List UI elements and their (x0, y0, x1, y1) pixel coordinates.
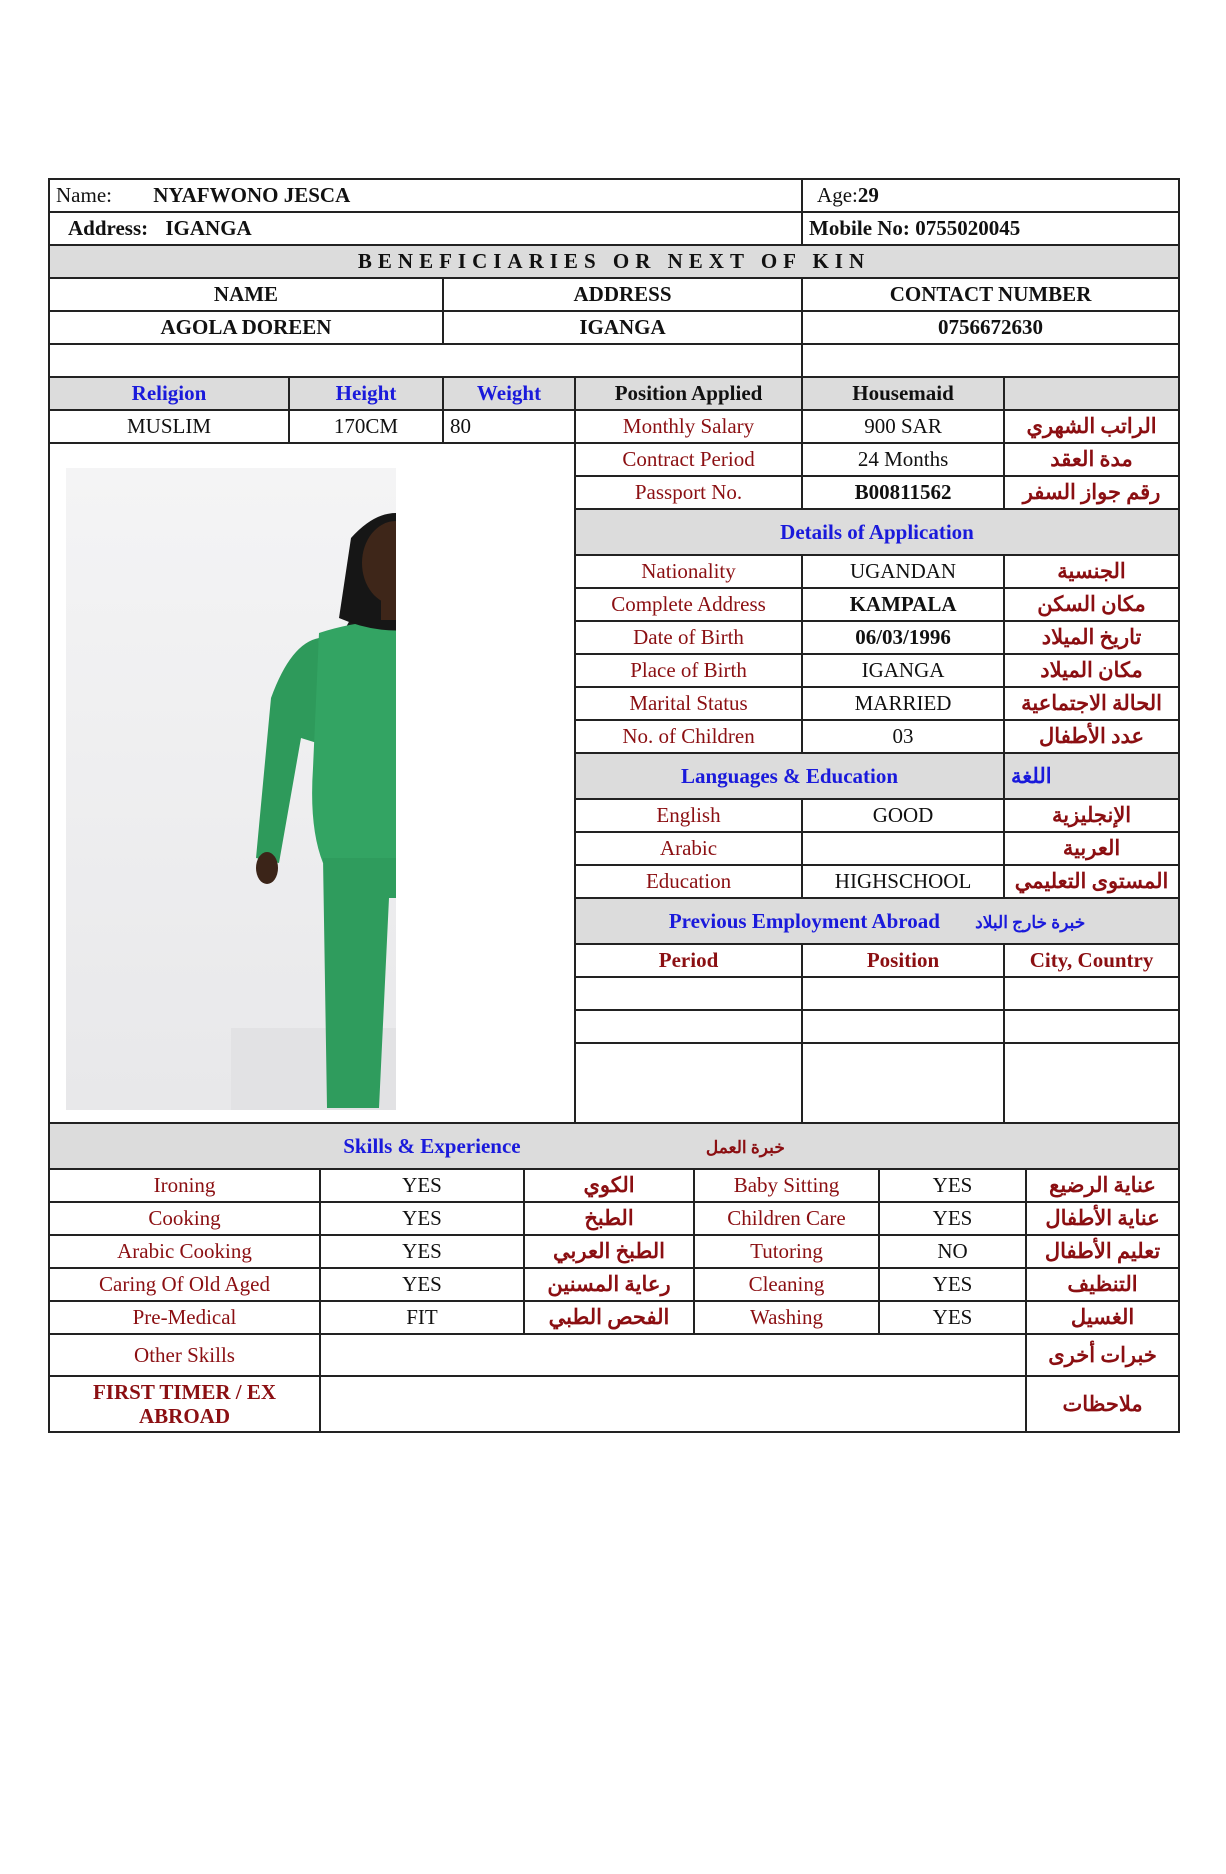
address-label: Address: (68, 216, 149, 240)
dob-ar: تاريخ الميلاد (1004, 621, 1179, 654)
passport-ar: رقم جواز السفر (1004, 476, 1179, 509)
details-title: Details of Application (575, 509, 1179, 555)
skill-row (49, 1301, 1179, 1334)
position-label: Position Applied (575, 377, 802, 410)
kin-data-row (49, 311, 1179, 344)
kin-header-contact: CONTACT NUMBER (802, 278, 1179, 311)
skills-title-ar: خبرة العمل (705, 1137, 785, 1157)
nationality-label: Nationality (575, 555, 802, 588)
complete-address-value: KAMPALA (802, 588, 1004, 621)
salary-ar: الراتب الشهري (1004, 410, 1179, 443)
caring-old-aged-ar: رعاية المسنين (524, 1268, 694, 1301)
remarks-row (49, 1376, 1179, 1432)
baby-sitting-ar: عناية الرضيع (1026, 1169, 1179, 1202)
form-table (48, 178, 1180, 1124)
employment-position-header: Position (802, 944, 1004, 977)
contract-value: 24 Months (802, 443, 1004, 476)
pob-value: IGANGA (802, 654, 1004, 687)
caring-old-aged-value: YES (320, 1268, 524, 1301)
skills-title-row (49, 1123, 1179, 1169)
ironing-label: Ironing (49, 1169, 320, 1202)
pre-medical-value: FIT (320, 1301, 524, 1334)
marital-value: MARRIED (802, 687, 1004, 720)
position-value: Housemaid (802, 377, 1004, 410)
remarks-label: FIRST TIMER / EX ABROAD (49, 1376, 320, 1432)
mobile-value: 0755020045 (915, 216, 1021, 240)
address-row (49, 212, 1179, 245)
children-label: No. of Children (575, 720, 802, 753)
application-form (48, 178, 1178, 1433)
washing-value: YES (879, 1301, 1026, 1334)
height-label: Height (289, 377, 443, 410)
skill-row (49, 1235, 1179, 1268)
skill-row (49, 1268, 1179, 1301)
other-skills-label: Other Skills (49, 1334, 320, 1376)
washing-label: Washing (694, 1301, 879, 1334)
other-skills-ar: خبرات أخرى (1026, 1334, 1179, 1376)
kin-header-row (49, 278, 1179, 311)
english-value: GOOD (802, 799, 1004, 832)
kin-address: IGANGA (443, 311, 802, 344)
kin-header-name: NAME (49, 278, 443, 311)
ironing-ar: الكوي (524, 1169, 694, 1202)
children-care-value: YES (879, 1202, 1026, 1235)
cooking-label: Cooking (49, 1202, 320, 1235)
contract-label: Contract Period (575, 443, 802, 476)
baby-sitting-value: YES (879, 1169, 1026, 1202)
blank-row (49, 344, 1179, 377)
nationality-value: UGANDAN (802, 555, 1004, 588)
children-care-label: Children Care (694, 1202, 879, 1235)
employment-period-header: Period (575, 944, 802, 977)
tutoring-ar: تعليم الأطفال (1026, 1235, 1179, 1268)
tutoring-value: NO (879, 1235, 1026, 1268)
address-value: IGANGA (165, 216, 252, 240)
salary-label: Monthly Salary (575, 410, 802, 443)
height-value: 170CM (289, 410, 443, 443)
other-skills-row (49, 1334, 1179, 1376)
arabic-label: Arabic (575, 832, 802, 865)
weight-value: 80 (443, 410, 575, 443)
caring-old-aged-label: Caring Of Old Aged (49, 1268, 320, 1301)
employment-city-header: City, Country (1004, 944, 1179, 977)
pob-label: Place of Birth (575, 654, 802, 687)
person-figure (231, 468, 396, 1110)
ironing-value: YES (320, 1169, 524, 1202)
skills-title: Skills & Experience (343, 1133, 521, 1158)
weight-label: Weight (443, 377, 575, 410)
children-ar: عدد الأطفال (1004, 720, 1179, 753)
age-label: Age: (817, 183, 858, 207)
kin-contact: 0756672630 (802, 311, 1179, 344)
dob-label: Date of Birth (575, 621, 802, 654)
contract-ar: مدة العقد (1004, 443, 1179, 476)
passport-value: B00811562 (802, 476, 1004, 509)
children-care-ar: عناية الأطفال (1026, 1202, 1179, 1235)
religion-value: MUSLIM (49, 410, 289, 443)
kin-name: AGOLA DOREEN (49, 311, 443, 344)
photo-cell (49, 443, 575, 1123)
complete-address-label: Complete Address (575, 588, 802, 621)
baby-sitting-label: Baby Sitting (694, 1169, 879, 1202)
name-row (49, 179, 1179, 212)
remarks-ar: ملاحظات (1026, 1376, 1179, 1432)
skill-row (49, 1202, 1179, 1235)
tutoring-label: Tutoring (694, 1235, 879, 1268)
nationality-ar: الجنسية (1004, 555, 1179, 588)
skill-row (49, 1169, 1179, 1202)
arabic-cooking-value: YES (320, 1235, 524, 1268)
cleaning-label: Cleaning (694, 1268, 879, 1301)
kin-title-row (49, 245, 1179, 278)
complete-address-ar: مكان السكن (1004, 588, 1179, 621)
cooking-value: YES (320, 1202, 524, 1235)
cleaning-value: YES (879, 1268, 1026, 1301)
candidate-photo (66, 468, 396, 1110)
contract-row (49, 443, 1179, 476)
name-value: NYAFWONO JESCA (153, 183, 351, 207)
salary-value: 900 SAR (802, 410, 1004, 443)
marital-ar: الحالة الاجتماعية (1004, 687, 1179, 720)
cleaning-ar: التنظيف (1026, 1268, 1179, 1301)
education-label: Education (575, 865, 802, 898)
cooking-ar: الطبخ (524, 1202, 694, 1235)
name-label: Name: (56, 183, 112, 207)
languages-title-ar: اللغة (1004, 753, 1179, 799)
education-value: HIGHSCHOOL (802, 865, 1004, 898)
languages-title: Languages & Education (575, 753, 1004, 799)
passport-label: Passport No. (575, 476, 802, 509)
arabic-value (802, 832, 1004, 865)
pre-medical-label: Pre-Medical (49, 1301, 320, 1334)
arabic-cooking-label: Arabic Cooking (49, 1235, 320, 1268)
arabic-ar: العربية (1004, 832, 1179, 865)
skills-table (48, 1122, 1180, 1433)
washing-ar: الغسيل (1026, 1301, 1179, 1334)
kin-header-address: ADDRESS (443, 278, 802, 311)
english-ar: الإنجليزية (1004, 799, 1179, 832)
kin-title: BENEFICIARIES OR NEXT OF KIN (49, 245, 1179, 278)
employment-title: Previous Employment Abroad (668, 908, 940, 933)
personal-data-row (49, 410, 1179, 443)
children-value: 03 (802, 720, 1004, 753)
arabic-cooking-ar: الطبخ العربي (524, 1235, 694, 1268)
personal-header-row (49, 377, 1179, 410)
marital-label: Marital Status (575, 687, 802, 720)
pre-medical-ar: الفحص الطبي (524, 1301, 694, 1334)
dob-value: 06/03/1996 (802, 621, 1004, 654)
age-value: 29 (857, 183, 879, 207)
mobile-label: Mobile No: (809, 216, 910, 240)
education-ar: المستوى التعليمي (1004, 865, 1179, 898)
english-label: English (575, 799, 802, 832)
pob-ar: مكان الميلاد (1004, 654, 1179, 687)
employment-title-ar: خبرة خارج البلاد (975, 912, 1086, 932)
religion-label: Religion (49, 377, 289, 410)
